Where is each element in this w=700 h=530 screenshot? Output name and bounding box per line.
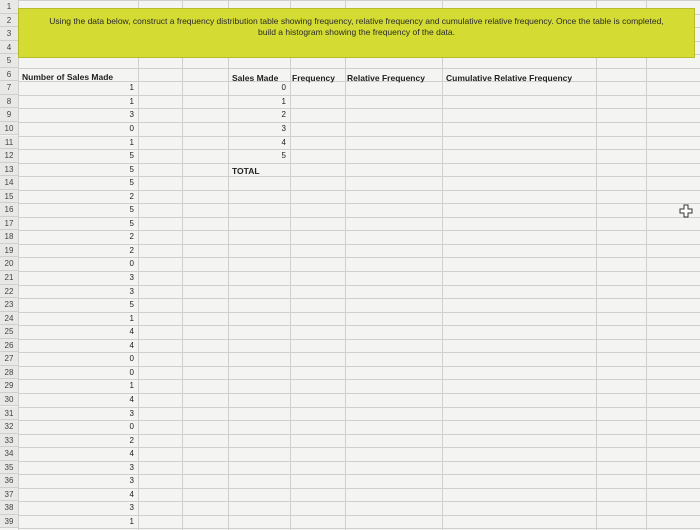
sales-made-header[interactable]: Sales Made — [232, 73, 279, 83]
sales-count-cell[interactable]: 4 — [129, 340, 134, 350]
sales-count-cell[interactable]: 5 — [129, 151, 134, 161]
column-gridline — [138, 0, 139, 530]
row-gridline — [18, 217, 700, 218]
sales-count-cell[interactable]: 3 — [129, 462, 134, 472]
row-number[interactable]: 23 — [0, 298, 18, 312]
row-gridline — [18, 339, 700, 340]
sales-count-cell[interactable]: 0 — [129, 367, 134, 377]
row-gridline — [18, 136, 700, 137]
sales-count-cell[interactable]: 1 — [129, 381, 134, 391]
sales-count-cell[interactable]: 0 — [129, 422, 134, 432]
row-number[interactable]: 32 — [0, 420, 18, 434]
column-gridline — [290, 0, 291, 530]
row-number[interactable]: 11 — [0, 136, 18, 150]
row-gridline — [18, 447, 700, 448]
sales-count-cell[interactable]: 1 — [129, 137, 134, 147]
row-gridline — [18, 244, 700, 245]
row-number[interactable]: 37 — [0, 488, 18, 502]
row-number[interactable]: 36 — [0, 474, 18, 488]
plus-cursor-icon — [678, 204, 694, 218]
row-gridline — [18, 515, 700, 516]
row-number[interactable]: 1 — [0, 0, 18, 14]
relative-frequency-header[interactable]: Relative Frequency — [347, 73, 425, 83]
sales-count-cell[interactable]: 0 — [129, 259, 134, 269]
row-gridline — [18, 190, 700, 191]
row-gridline — [18, 108, 700, 109]
row-gridline — [18, 434, 700, 435]
sales-count-cell[interactable]: 4 — [129, 327, 134, 337]
column-gridline — [596, 0, 597, 530]
row-number[interactable]: 31 — [0, 407, 18, 421]
row-gridline — [18, 163, 700, 164]
row-gridline — [18, 379, 700, 380]
total-label[interactable]: TOTAL — [232, 166, 260, 176]
row-number[interactable]: 17 — [0, 217, 18, 231]
cumulative-relative-frequency-header[interactable]: Cumulative Relative Frequency — [446, 73, 573, 83]
row-number[interactable]: 5 — [0, 54, 18, 68]
sales-count-cell[interactable]: 3 — [129, 273, 134, 282]
row-number[interactable]: 38 — [0, 501, 18, 515]
sales-count-cell[interactable]: 5 — [129, 300, 134, 310]
row-gridline — [18, 0, 700, 1]
sales-count-cell[interactable]: 4 — [129, 489, 134, 499]
sales-count-cell[interactable]: 5 — [129, 218, 134, 228]
row-number[interactable]: 34 — [0, 447, 18, 461]
sales-made-cell[interactable]: 5 — [281, 151, 286, 161]
sales-count-cell[interactable]: 1 — [129, 516, 134, 526]
sales-count-cell[interactable]: 0 — [129, 123, 134, 133]
row-gridline — [18, 203, 700, 204]
row-gridline — [18, 122, 700, 123]
row-number[interactable]: 24 — [0, 312, 18, 326]
sales-count-cell[interactable]: 4 — [129, 449, 134, 459]
sales-count-cell[interactable]: 2 — [129, 232, 134, 242]
sales-count-cell[interactable]: 1 — [129, 83, 134, 93]
sales-count-cell[interactable]: 3 — [129, 110, 134, 120]
row-number[interactable]: 9 — [0, 108, 18, 122]
column-gridline — [228, 0, 229, 530]
row-gridline — [18, 352, 700, 353]
row-number[interactable]: 10 — [0, 122, 18, 136]
row-gridline — [18, 461, 700, 462]
row-number[interactable]: 14 — [0, 176, 18, 190]
sales-made-cell[interactable]: 3 — [281, 123, 286, 133]
row-number[interactable]: 7 — [0, 81, 18, 95]
row-number[interactable]: 27 — [0, 352, 18, 366]
number-of-sales-header[interactable]: Number of Sales Made — [22, 72, 114, 82]
sales-count-cell[interactable]: 3 — [129, 476, 134, 486]
instructions-line-1: Using the data below, construct a frequency distribution table showing frequency, relative frequency and cumulative relative frequency. Once the table is completed, — [49, 16, 664, 26]
row-number[interactable]: 39 — [0, 515, 18, 529]
row-number[interactable]: 15 — [0, 190, 18, 204]
sales-made-cell[interactable]: 0 — [281, 83, 286, 93]
row-number[interactable]: 21 — [0, 271, 18, 285]
row-gridline — [18, 149, 700, 150]
row-number[interactable]: 19 — [0, 244, 18, 258]
row-number[interactable]: 16 — [0, 203, 18, 217]
sales-count-cell[interactable]: 1 — [129, 96, 134, 106]
column-gridline — [442, 0, 443, 530]
row-gridline — [18, 407, 700, 408]
column-gridline — [345, 0, 346, 530]
row-gridline — [18, 285, 700, 286]
sales-count-cell[interactable]: 2 — [129, 245, 134, 255]
row-gridline — [18, 393, 700, 394]
sales-count-cell[interactable]: 5 — [129, 178, 134, 188]
sales-count-cell[interactable]: 3 — [129, 408, 134, 418]
sales-count-cell[interactable]: 1 — [129, 313, 134, 323]
row-number[interactable]: 2 — [0, 14, 18, 28]
column-gridline — [646, 0, 647, 530]
row-gridline — [18, 312, 700, 313]
sales-made-cell[interactable]: 2 — [281, 110, 286, 120]
row-number[interactable]: 4 — [0, 41, 18, 55]
row-gridline — [18, 95, 700, 96]
row-number[interactable]: 26 — [0, 339, 18, 353]
sales-count-cell[interactable]: 4 — [129, 394, 134, 404]
row-number[interactable]: 12 — [0, 149, 18, 163]
frequency-header[interactable]: Frequency — [292, 73, 335, 83]
row-gridline — [18, 528, 700, 529]
row-gridline — [18, 68, 700, 69]
row-gridline — [18, 488, 700, 489]
row-gridline — [18, 366, 700, 367]
sales-count-cell[interactable]: 3 — [129, 503, 134, 513]
row-gridline — [18, 257, 700, 258]
row-number[interactable]: 13 — [0, 163, 18, 177]
row-number[interactable]: 6 — [0, 68, 18, 82]
row-gridline — [18, 271, 700, 272]
row-number[interactable]: 29 — [0, 379, 18, 393]
sales-count-cell[interactable]: 0 — [129, 354, 134, 364]
row-gridline — [18, 420, 700, 421]
row-number[interactable]: 3 — [0, 27, 18, 41]
row-gridline — [18, 298, 700, 299]
row-number[interactable]: 28 — [0, 366, 18, 380]
row-number[interactable]: 30 — [0, 393, 18, 407]
sales-count-cell[interactable]: 2 — [129, 435, 134, 445]
sales-count-cell[interactable]: 2 — [129, 191, 134, 201]
sales-count-cell[interactable]: 5 — [129, 164, 134, 174]
row-number[interactable]: 33 — [0, 434, 18, 448]
sales-count-cell[interactable]: 5 — [129, 205, 134, 215]
column-gridline — [18, 0, 19, 530]
row-number[interactable]: 25 — [0, 325, 18, 339]
row-gridline — [18, 230, 700, 231]
row-gridline — [18, 474, 700, 475]
row-gridline — [18, 176, 700, 177]
sales-made-cell[interactable]: 1 — [281, 96, 286, 106]
row-gridline — [18, 501, 700, 502]
column-gridline — [182, 0, 183, 530]
instructions-line-2: build a histogram showing the frequency of the data. — [257, 27, 456, 37]
row-number[interactable]: 18 — [0, 230, 18, 244]
instructions-text — [18, 16, 695, 38]
row-gridline — [18, 325, 700, 326]
row-number[interactable]: 22 — [0, 285, 18, 299]
row-number[interactable]: 20 — [0, 257, 18, 271]
sales-made-cell[interactable]: 4 — [281, 137, 286, 147]
sales-count-cell[interactable]: 3 — [129, 286, 134, 296]
row-number[interactable]: 35 — [0, 461, 18, 475]
row-number[interactable]: 8 — [0, 95, 18, 109]
